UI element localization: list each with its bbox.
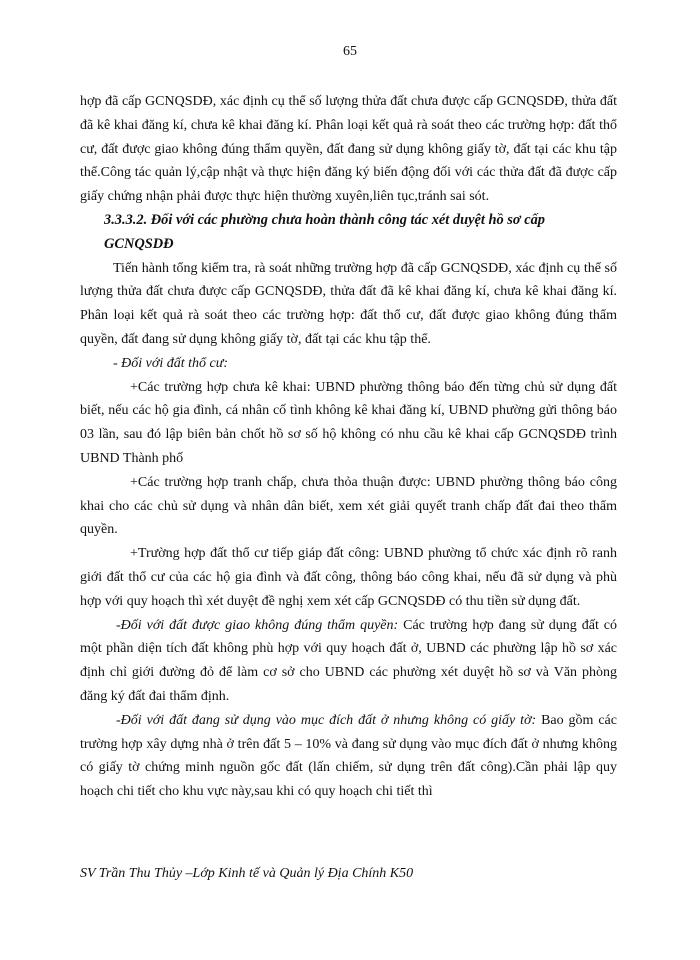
paragraph-lead: -Đối với đất đang sử dụng vào mục đích đất ở nhưng không có giấy tờ: xyxy=(116,712,537,728)
paragraph-continuation: hợp đã cấp GCNQSDĐ, xác định cụ thể số lượng thửa đất chưa được cấp GCNQSDĐ, thửa đất đã kê khai đăng kí, chưa kê khai đăng kí. Phân loại kết quả rà soát theo các trường hợp: đất thổ cư, đất được giao không đúng thẩm quyền, đất đang sử dụng không giấy tờ, đất tại các khu tập thể.Công tác quản lý,cập nhật và thực hiện đăng ký biến động đối với các thửa đất đã được cấp giấy chứng nhận phải được thực hiện thường xuyên,liên tục,tránh sai sót. xyxy=(80,94,617,205)
section-heading: 3.3.3.2. Đối với các phường chưa hoàn thành công tác xét duyệt hồ sơ cấp GCNQSDĐ xyxy=(104,211,545,252)
paragraph-giao-khong-dung-tham-quyen xyxy=(80,614,617,709)
paragraph-intro: Tiến hành tổng kiểm tra, rà soát những trường hợp đã cấp GCNQSDĐ, xác định cụ thể số lượng thửa đất chưa được cấp GCNQSDĐ, thửa đất đã kê khai đăng kí, chưa kê khai đăng kí. Phân loại kết quả rà soát theo các trường hợp: đất thổ cư, đất được giao không đúng thẩm quyền, đất đang sử dụng không giấy tờ, đất tại các khu tập thể. xyxy=(80,260,617,347)
page-number: 65 xyxy=(343,44,357,59)
paragraph-lead: -Đối với đất được giao không đúng thẩm quyền: xyxy=(116,617,399,633)
paragraph-body: Bao gồm các trường hợp xây dựng nhà ở trên đất 5 – 10% và đang sử dụng vào mục đích đất ở nhưng không có giấy tờ chứng minh nguồn gốc đất (lấn chiếm, sử dụng trên đất công).Cần phải lập quy hoạch chi tiết cho khu vực này,sau khi có quy hoạch chi tiết thì xyxy=(80,712,617,800)
page-footer: SV Trần Thu Thủy –Lớp Kinh tế và Quản lý Địa Chính K50 xyxy=(80,866,414,881)
document-body xyxy=(80,90,617,804)
paragraph-body: Các trường hợp đang sử dụng đất có một phần diện tích đất không phù hợp với quy hoạch đất ở, UBND các phường lập hồ sơ xác định chỉ giới đường đỏ để làm cơ sở cho UBND các phường xét duyệt hồ sơ và Văn phòng đăng ký đất đai thẩm định. xyxy=(80,617,617,704)
paragraph-tiep-giap-dat-cong: +Trường hợp đất thổ cư tiếp giáp đất công: UBND phường tổ chức xác định rõ ranh giới đất thổ cư của các hộ gia đình và đất công, thông báo công khai, nếu đã sử dụng và phù hợp với quy hoạch thì xét duyệt đề nghị xem xét cấp GCNQSDĐ có thu tiền sử dụng đất. xyxy=(80,546,617,609)
paragraph-khong-giay-to xyxy=(80,709,617,804)
paragraph-chua-ke-khai: +Các trường hợp chưa kê khai: UBND phường thông báo đến từng chủ sử dụng đất biết, nếu các hộ gia đình, cá nhân cố tình không kê khai đăng kí, UBND phường gửi thông báo 03 lần, sau đó lập biên bản chốt hồ sơ số hộ không có nhu cầu kê khai cấp GCNQSDĐ trình UBND Thành phố xyxy=(80,379,617,466)
subheading-dat-tho-cu: - Đối với đất thổ cư: xyxy=(113,355,229,371)
paragraph-tranh-chap: +Các trường hợp tranh chấp, chưa thỏa thuận được: UBND phường thông báo công khai cho các chủ sử dụng và nhân dân biết, xem xét giải quyết tranh chấp đất đai theo thẩm quyền. xyxy=(80,474,617,538)
